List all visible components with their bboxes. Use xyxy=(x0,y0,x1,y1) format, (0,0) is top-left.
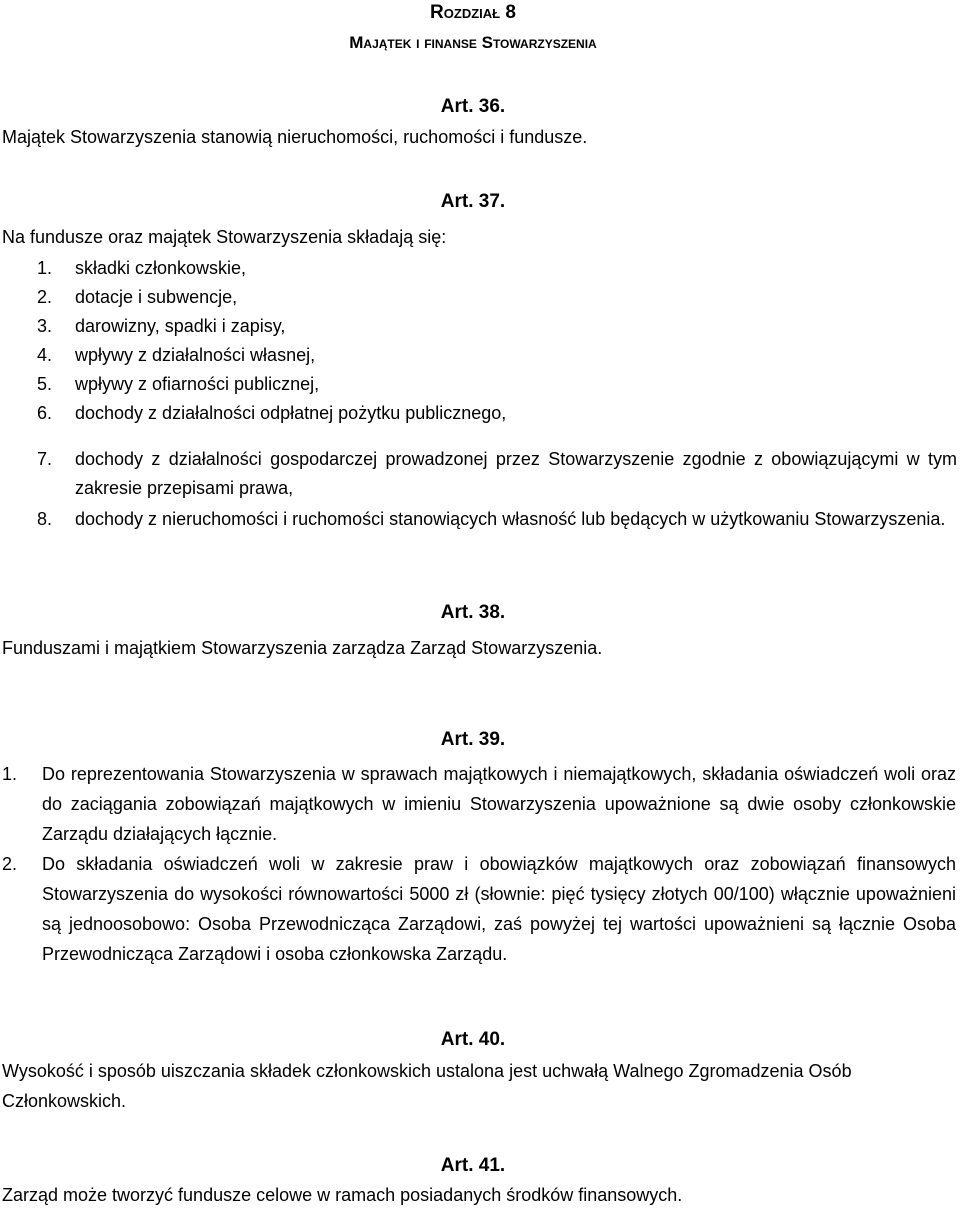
art-40-heading: Art. 40. xyxy=(440,1029,506,1050)
list-item-number: 3. xyxy=(37,316,53,336)
art-40-text: Wysokość i sposób uiszczania składek członkowskich ustalona jest uchwałą Walnego Zgromadzenia Osób Członkowskich. xyxy=(2,1061,852,1111)
list-item-number: 1. xyxy=(37,258,53,278)
list-item-text: dochody z nieruchomości i ruchomości stanowiących własność lub będących w użytkowaniu Stowarzyszenia. xyxy=(75,509,946,529)
art-41-text: Zarząd może tworzyć fundusze celowe w ramach posiadanych środków finansowych. xyxy=(2,1185,683,1205)
art-36-heading: Art. 36. xyxy=(440,96,506,117)
list-item-number: 4. xyxy=(37,345,53,365)
list-item-text: dochody z działalności odpłatnej pożytku publicznego, xyxy=(75,403,507,423)
art-37-heading: Art. 37. xyxy=(440,191,506,212)
list-item-text: wpływy z działalności własnej, xyxy=(75,345,316,365)
paragraph-number: 1. xyxy=(2,764,18,784)
list-item-number: 7. xyxy=(37,449,53,469)
art-41-heading: Art. 41. xyxy=(440,1155,506,1176)
art-37-intro: Na fundusze oraz majątek Stowarzyszenia składają się: xyxy=(2,227,447,247)
list-item-number: 5. xyxy=(37,374,53,394)
paragraph-text: Do reprezentowania Stowarzyszenia w sprawach majątkowych i niemajątkowych, składania oświadczeń woli oraz do zaciągania zobowiązań majątkowych w imieniu Stowarzyszenia upoważnione są dwie osoby członkowskie Zarządu działających łącznie. xyxy=(42,764,956,844)
list-item-number: 8. xyxy=(37,509,53,529)
art-39-heading: Art. 39. xyxy=(440,729,506,750)
chapter-subtitle: Majątek i finanse Stowarzyszenia xyxy=(349,33,597,52)
list-item-number: 2. xyxy=(37,287,53,307)
art-36-text: Majątek Stowarzyszenia stanowią nieruchomości, ruchomości i fundusze. xyxy=(2,127,588,147)
list-item-text: dotacje i subwencje, xyxy=(75,287,238,307)
list-item-number: 6. xyxy=(37,403,53,423)
list-item-text: wpływy z ofiarności publicznej, xyxy=(75,374,320,394)
art-38-heading: Art. 38. xyxy=(440,602,506,623)
paragraph-number: 2. xyxy=(2,854,18,874)
list-item-text: dochody z działalności gospodarczej prowadzonej przez Stowarzyszenie zgodnie z obowiązującymi w tym zakresie przepisami prawa, xyxy=(75,449,957,498)
chapter-title: Rozdział 8 xyxy=(430,2,516,23)
art-38-text: Funduszami i majątkiem Stowarzyszenia zarządza Zarząd Stowarzyszenia. xyxy=(2,638,603,658)
list-item-text: składki członkowskie, xyxy=(75,258,247,278)
paragraph-text: Do składania oświadczeń woli w zakresie praw i obowiązków majątkowych oraz zobowiązań finansowych Stowarzyszenia do wysokości równowartości 5000 zł (słownie: pięć tysięcy złotych 00/100) włącznie upoważnieni są jednoosobowo: Osoba Przewodnicząca Zarządowi, zaś powyżej tej wartości upoważnieni są łącznie Osoba Przewodnicząca Zarządowi i osoba członkowska Zarządu. xyxy=(42,854,956,964)
list-item-text: darowizny, spadki i zapisy, xyxy=(75,316,286,336)
